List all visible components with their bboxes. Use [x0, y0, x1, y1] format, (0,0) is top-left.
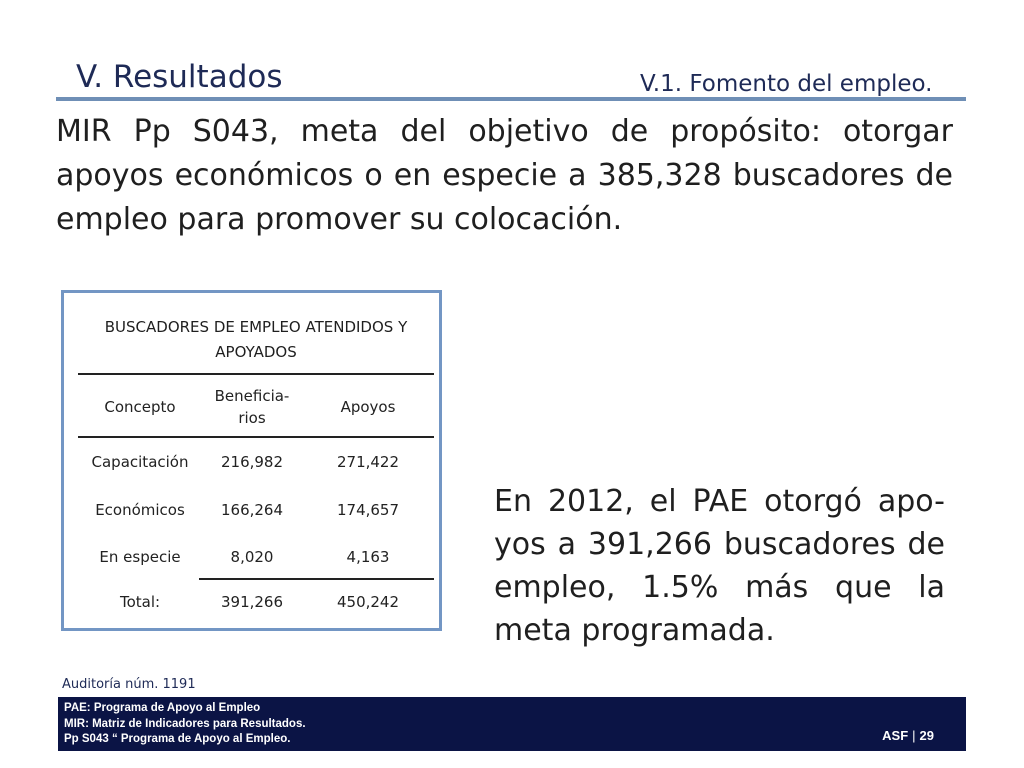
- header-apoyos: Apoyos: [340, 398, 396, 416]
- table-header-rule: [78, 436, 434, 438]
- total-apoyos: 450,242: [336, 593, 400, 611]
- title-underline: [56, 97, 966, 101]
- section-subtitle: V.1. Fomento del empleo.: [640, 71, 933, 97]
- table-cell: 4,163: [346, 548, 390, 566]
- page-number: 29: [919, 728, 934, 743]
- table-total-rule: [199, 578, 434, 580]
- table-cell: 174,657: [336, 501, 400, 519]
- header-concepto: Concepto: [104, 398, 176, 416]
- summary-paragraph: En 2012, el PAE otorgó apo-yos a 391,266 buscadores de empleo, 1.5% más que la meta programada.: [494, 484, 945, 648]
- total-beneficiarios: 391,266: [220, 593, 284, 611]
- header-beneficiarios: Beneficia-rios: [214, 387, 290, 427]
- footer-note: Pp S043 “ Programa de Apoyo al Empleo.: [64, 733, 291, 745]
- separator: |: [912, 728, 916, 743]
- org-label: ASF: [882, 728, 909, 743]
- table-cell: 166,264: [220, 501, 284, 519]
- table-cell: Capacitación: [91, 453, 189, 471]
- footer-note: PAE: Programa de Apoyo al Empleo: [64, 702, 261, 714]
- table-cell: 216,982: [220, 453, 284, 471]
- audit-number: Auditoría núm. 1191: [62, 677, 196, 692]
- footer-notes: [64, 701, 306, 748]
- total-label: Total:: [119, 593, 161, 611]
- table-cell: 8,020: [230, 548, 274, 566]
- table-top-rule: [78, 373, 434, 375]
- lead-paragraph: MIR Pp S043, meta del objetivo de propósito: otorgar apoyos económicos o en especie a 385,328 buscadores de empleo para promover su colocación.: [56, 114, 953, 237]
- table-caption: BUSCADORES DE EMPLEO ATENDIDOS Y APOYADOS: [104, 318, 408, 361]
- table-cell: Económicos: [95, 501, 185, 519]
- page-indicator: [882, 728, 934, 743]
- table-cell: En especie: [99, 548, 181, 566]
- footer-bar: [58, 697, 966, 751]
- page-title: V. Resultados: [76, 59, 283, 95]
- table-cell: 271,422: [336, 453, 400, 471]
- footer-note: MIR: Matriz de Indicadores para Resultados.: [64, 717, 306, 730]
- beneficiaries-table: [61, 290, 442, 631]
